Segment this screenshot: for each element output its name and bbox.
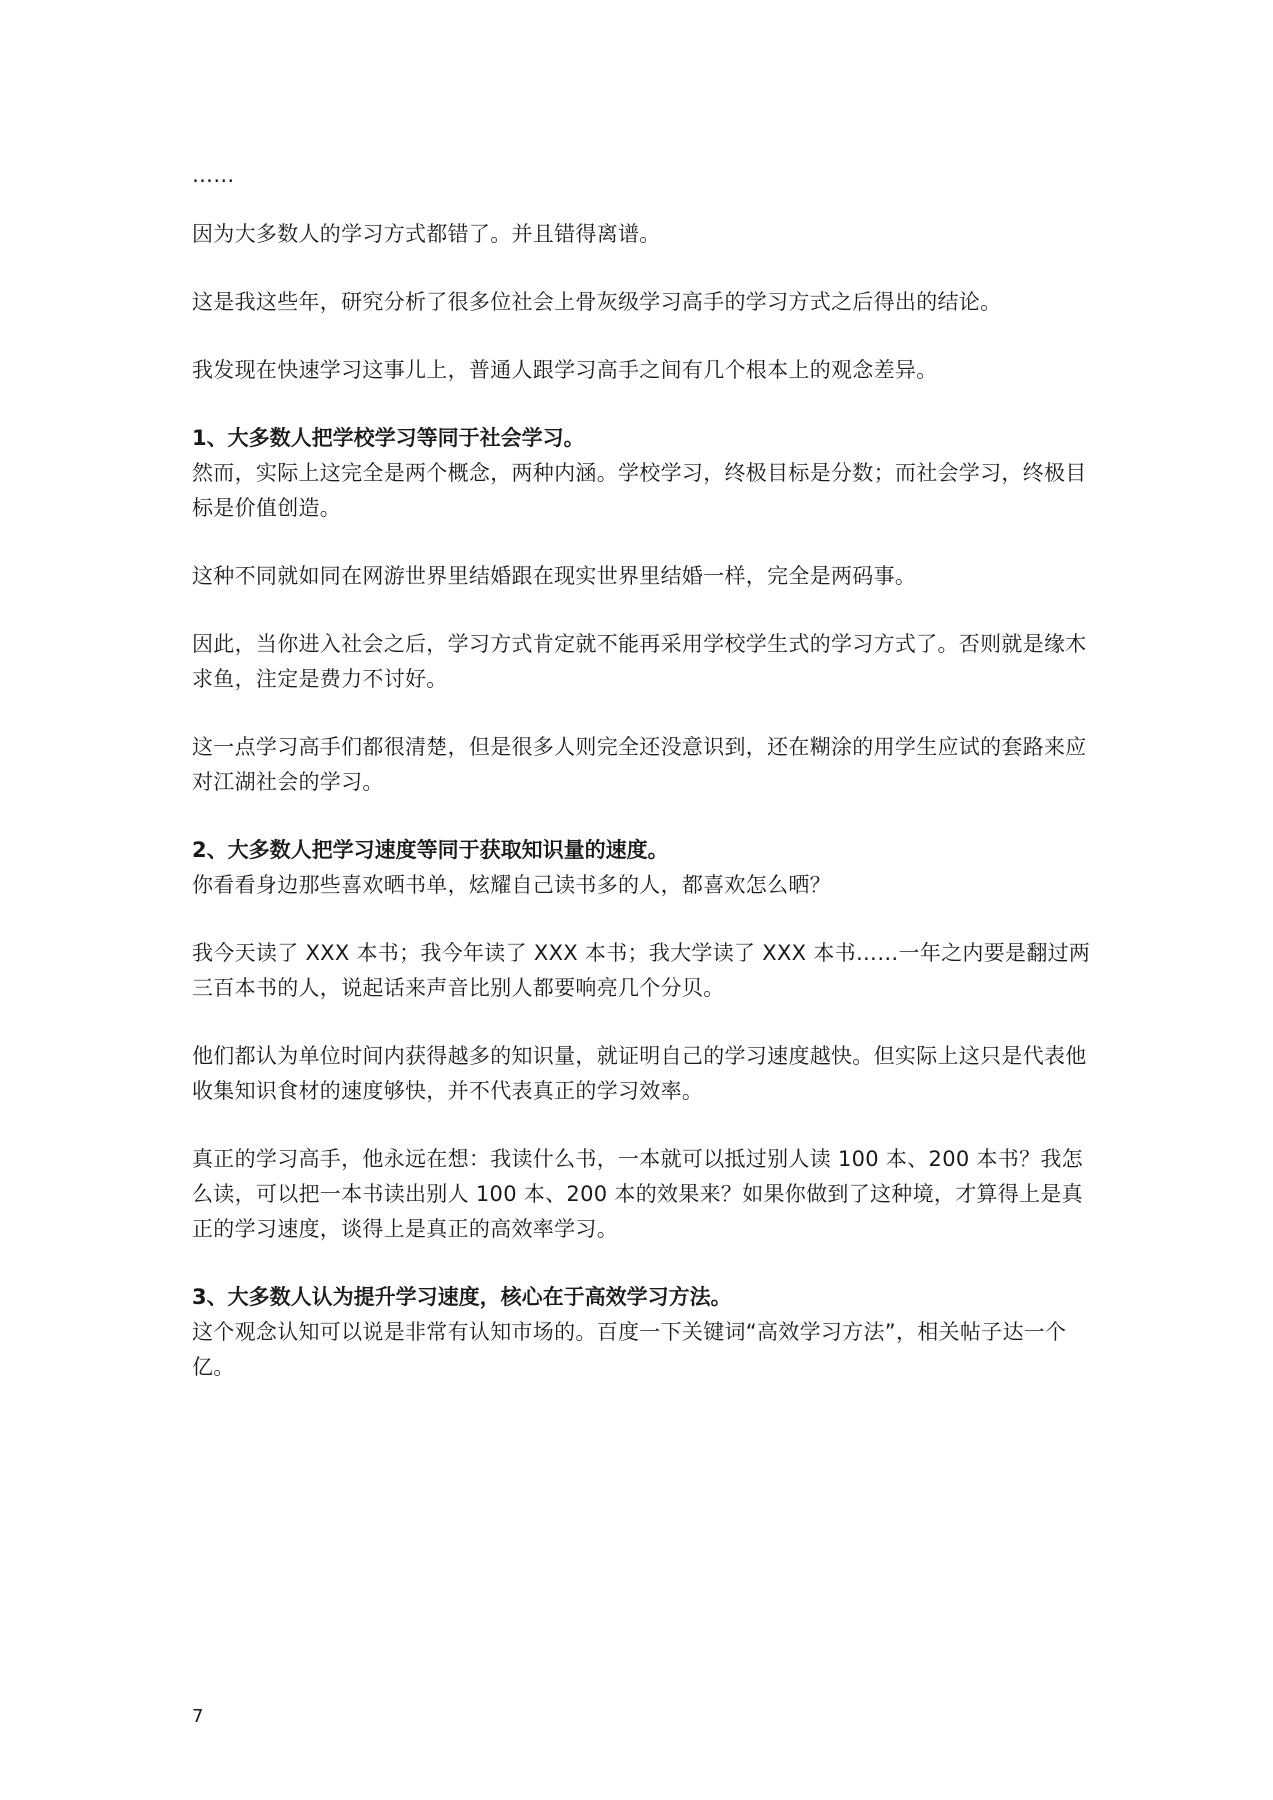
paragraph: 然而，实际上这完全是两个概念，两种内涵。学校学习，终极目标是分数；而社会学习，终极目标是价值创造。: [192, 461, 1087, 520]
section-heading-2: 2、大多数人把学习速度等同于获取知识量的速度。: [192, 838, 669, 862]
paragraph: 这一点学习高手们都很清楚，但是很多人则完全还没意识到，还在糊涂的用学生应试的套路来应对江湖社会的学习。: [192, 735, 1087, 794]
paragraph: 真正的学习高手，他永远在想：我读什么书，一本就可以抵过别人读 100 本、200 本书？我怎么读，可以把一本书读出别人 100 本、200 本的效果来？如果你做到了这种境，才算得上是真正的学习速度，谈得上是真正的高效率学习。: [192, 1147, 1083, 1241]
paragraph: 你看看身边那些喜欢晒书单，炫耀自己读书多的人，都喜欢怎么晒？: [192, 873, 831, 897]
paragraph: 我今天读了 XXX 本书；我今年读了 XXX 本书；我大学读了 XXX 本书……一年之内要是翻过两三百本书的人，说起话来声音比别人都要响亮几个分贝。: [192, 941, 1091, 1000]
paragraph: 这个观念认知可以说是非常有认知市场的。百度一下关键词“高效学习方法”，相关帖子达一个亿。: [192, 1320, 1067, 1379]
document-body: [192, 158, 1092, 1385]
ellipsis-line: ……: [192, 163, 235, 187]
paragraph: 因此，当你进入社会之后，学习方式肯定就不能再采用学校学生式的学习方式了。否则就是缘木求鱼，注定是费力不讨好。: [192, 632, 1087, 691]
section-heading-3: 3、大多数人认为提升学习速度，核心在于高效学习方法。: [192, 1285, 732, 1309]
paragraph: 他们都认为单位时间内获得越多的知识量，就证明自己的学习速度越快。但实际上这只是代表他收集知识食材的速度够快，并不代表真正的学习效率。: [192, 1044, 1087, 1103]
paragraph: 我发现在快速学习这事儿上，普通人跟学习高手之间有几个根本上的观念差异。: [192, 358, 938, 382]
section-heading-1: 1、大多数人把学校学习等同于社会学习。: [192, 426, 585, 450]
paragraph: 因为大多数人的学习方式都错了。并且错得离谱。: [192, 222, 661, 246]
paragraph: 这种不同就如同在网游世界里结婚跟在现实世界里结婚一样，完全是两码事。: [192, 564, 917, 588]
paragraph: 这是我这些年，研究分析了很多位社会上骨灰级学习高手的学习方式之后得出的结论。: [192, 290, 1002, 314]
page-number: 7: [192, 1706, 204, 1727]
